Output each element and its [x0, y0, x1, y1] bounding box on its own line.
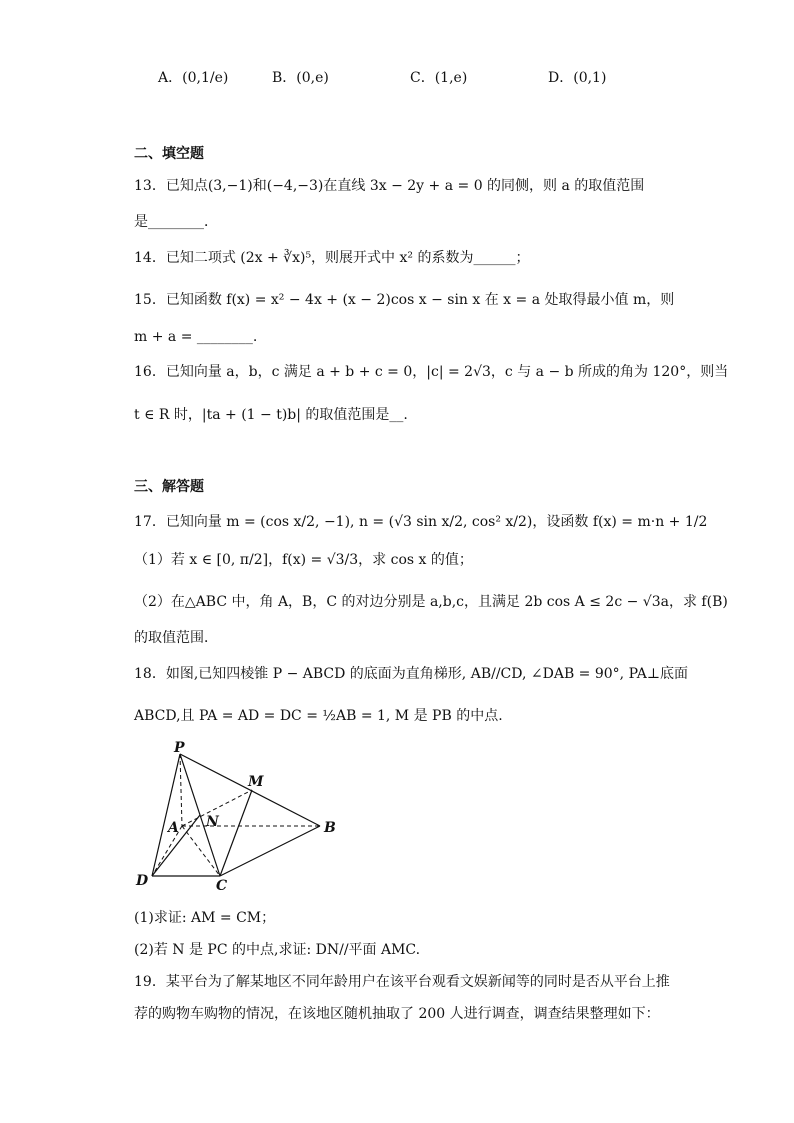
question-18-part2: (2)若 N 是 PC 的中点,求证: DN//平面 AMC.: [134, 942, 421, 958]
question-15-line1: 15．已知函数 f(x) = x² − 4x + (x − 2)cos x − sin x 在 x = a 处取得最小值 m，则: [134, 292, 675, 308]
pyramid-figure: [130, 740, 340, 890]
label-c: C: [216, 878, 228, 890]
question-15-line2: m + a = ________.: [134, 329, 258, 345]
question-13-line2: 是________．: [134, 214, 218, 230]
question-18-part1: (1)求证: AM = CM；: [134, 910, 276, 926]
question-17-part1: （1）若 x ∈ [0, π/2]，f(x) = √3/3，求 cos x 的值；: [134, 552, 473, 568]
question-17-part2-line1: （2）在△ABC 中，角 A，B，C 的对边分别是 a,b,c，且满足 2b cos A ≤ 2c − √3a，求 f(B): [134, 594, 728, 610]
question-16-line2: t ∈ R 时，|ta + (1 − t)b| 的取值范围是__.: [134, 407, 408, 423]
edge-pb: [180, 754, 320, 826]
question-17: 17．已知向量 m = (cos x/2, −1), n = (√3 sin x/2, cos² x/2)，设函数 f(x) = m·n + 1/2: [134, 514, 708, 530]
question-19-line2: 荐的购物车购物的情况，在该地区随机抽取了 200 人进行调查，调查结果整理如下：: [134, 1006, 660, 1022]
choice-d[interactable]: D．(0,1): [548, 70, 607, 86]
label-m: M: [248, 774, 264, 790]
edge-ac: [182, 826, 220, 876]
label-p: P: [174, 740, 185, 756]
label-a: A: [168, 820, 179, 836]
edge-cb: [220, 826, 320, 876]
edge-cm: [220, 790, 252, 876]
answer-choices: [0, 68, 794, 98]
choice-b[interactable]: B．(0,e): [272, 70, 329, 86]
question-14: 14．已知二项式 (2x + ∛x)⁵，则展开式中 x² 的系数为______；: [134, 250, 530, 266]
choice-c[interactable]: C．(1,e): [410, 70, 468, 86]
edge-pa: [180, 754, 182, 826]
question-13-line1: 13．已知点(3,−1)和(−4,−3)在直线 3x − 2y + a = 0 的同侧，则 a 的取值范围: [134, 178, 645, 194]
question-18-line2: ABCD,且 PA = AD = DC = ½AB = 1, M 是 PB 的中点.: [134, 708, 503, 724]
label-b: B: [324, 820, 336, 836]
question-16-line1: 16．已知向量 a，b，c 满足 a + b + c = 0，|c| = 2√3，c 与 a − b 所成的角为 120°，则当: [134, 364, 729, 380]
section-solutions-heading: 三、解答题: [134, 479, 204, 495]
label-n: N: [206, 814, 219, 830]
choice-a[interactable]: A．(0,1/e): [158, 70, 229, 86]
question-19-line1: 19．某平台为了解某地区不同年龄用户在该平台观看文娱新闻等的同时是否从平台上推: [134, 974, 670, 990]
question-18-line1: 18．如图,已知四棱锥 P − ABCD 的底面为直角梯形, AB//CD, ∠DAB = 90°, PA⊥底面: [134, 666, 688, 682]
question-17-part2-line2: 的取值范围．: [134, 630, 218, 646]
label-d: D: [136, 873, 149, 889]
section-fill-in-blank-heading: 二、填空题: [134, 146, 204, 162]
